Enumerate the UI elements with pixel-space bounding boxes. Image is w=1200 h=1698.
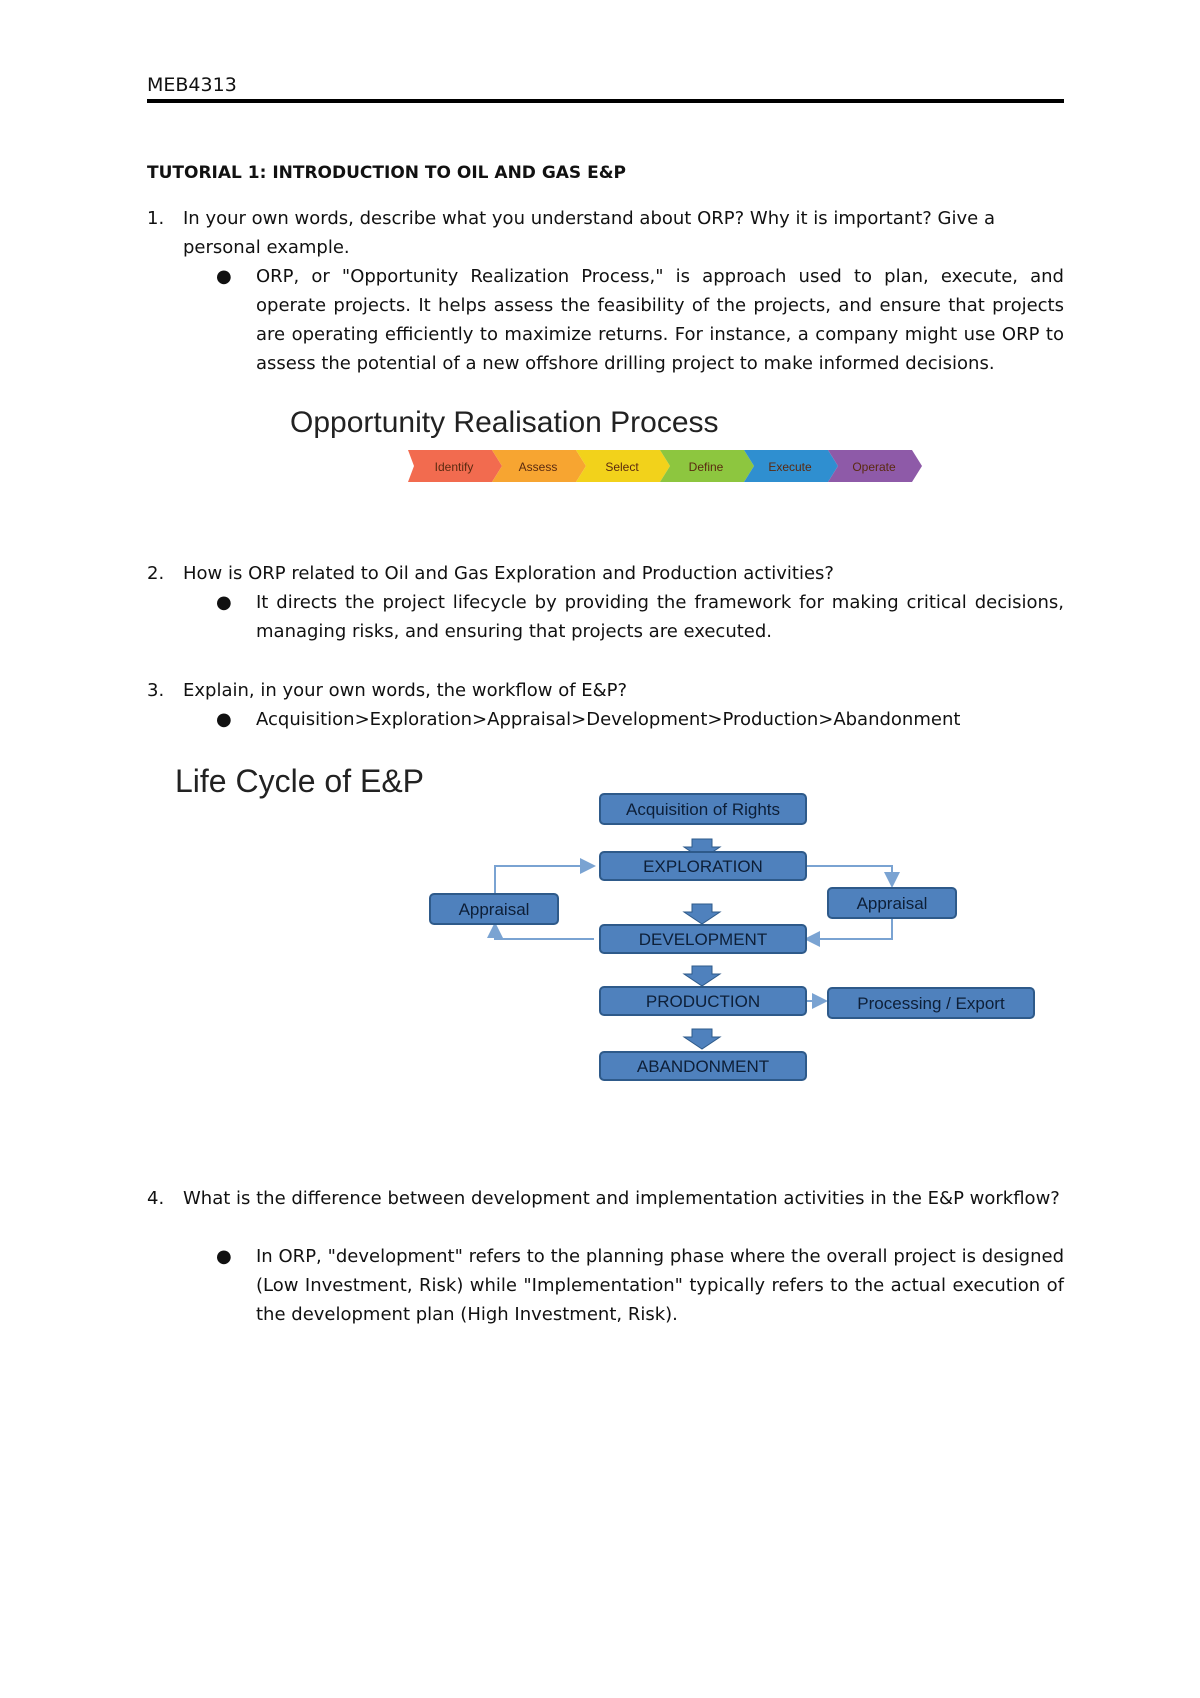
- question-2: [147, 559, 1064, 588]
- orp-stage-label: Assess: [518, 460, 558, 474]
- question-text: What is the difference between development and implementation activities in the E&P workflow?: [183, 1188, 1060, 1209]
- node-label: Appraisal: [856, 894, 928, 913]
- answer-text: Acquisition>Exploration>Appraisal>Development>Production>Abandonment: [256, 709, 961, 730]
- bullet-icon: ●: [216, 1246, 232, 1267]
- node-label: EXPLORATION: [643, 857, 763, 876]
- answer-text: It directs the project lifecycle by providing the framework for making critical decisions, managing risks, and ensuring that projects are executed.: [256, 592, 1064, 642]
- answer-4: [216, 1242, 1064, 1329]
- answer-2: [216, 588, 1064, 646]
- orp-process-figure: [288, 402, 928, 502]
- question-text: How is ORP related to Oil and Gas Exploration and Production activities?: [183, 563, 834, 584]
- orp-stage-label: Select: [605, 460, 639, 474]
- question-text: In your own words, describe what you understand about ORP? Why it is important? Give a personal example.: [183, 208, 995, 258]
- connector-exploration-in: [495, 866, 594, 894]
- orp-stage-arrows: [408, 450, 922, 482]
- connector-left-appraisal-in: [495, 924, 594, 939]
- answer-text: In ORP, "development" refers to the planning phase where the overall project is designed (Low Investment, Risk) while "Implementation" typically refers to the actual execution of the development plan (High Investment, Risk).: [256, 1246, 1064, 1325]
- down-arrow-icon: [684, 966, 720, 986]
- question-text: Explain, in your own words, the workflow of E&P?: [183, 680, 628, 701]
- node-appraisal-right: [828, 888, 956, 918]
- lifecycle-figure-title: Life Cycle of E&P: [175, 763, 424, 799]
- node-label: DEVELOPMENT: [638, 930, 768, 949]
- node-label: ABANDONMENT: [636, 1057, 770, 1076]
- node-processing-export: [828, 988, 1034, 1018]
- question-3: [147, 676, 1064, 705]
- connector-right-appraisal-in: [804, 866, 892, 886]
- question-number: 2.: [147, 563, 165, 584]
- node-production: [600, 987, 806, 1015]
- down-arrow-icon: [684, 1029, 720, 1049]
- bullet-icon: ●: [216, 709, 232, 730]
- orp-stage-label: Identify: [434, 460, 474, 474]
- answer-3: [216, 705, 1064, 734]
- node-label: Acquisition of Rights: [625, 800, 781, 819]
- orp-stage-label: Define: [688, 460, 724, 474]
- node-label: Processing / Export: [857, 994, 1005, 1013]
- node-label: Appraisal: [458, 900, 530, 919]
- node-abandonment: [600, 1052, 806, 1080]
- node-development: [600, 925, 806, 953]
- lifecycle-figure: [170, 754, 1070, 1124]
- bullet-icon: ●: [216, 592, 232, 613]
- answer-text: ORP, or "Opportunity Realization Process," is approach used to plan, execute, and operate projects. It helps assess the feasibility of the projects, and ensure that projects are operating efficiently to maximize returns. For instance, a company might use ORP to assess the potential of a new offshore drilling project to make informed decisions.: [256, 266, 1064, 374]
- node-exploration: [600, 852, 806, 880]
- connector-development-in: [806, 916, 892, 939]
- node-label: PRODUCTION: [645, 992, 761, 1011]
- question-1: [147, 204, 1064, 262]
- orp-figure-title: Opportunity Realisation Process: [290, 406, 719, 439]
- node-acquisition: [600, 794, 806, 824]
- tutorial-title: TUTORIAL 1: INTRODUCTION TO OIL AND GAS E&P: [147, 163, 626, 183]
- question-number: 3.: [147, 680, 165, 701]
- header-divider: [147, 99, 1064, 103]
- down-arrow-icon: [684, 904, 720, 924]
- orp-stage-label: Execute: [768, 460, 812, 474]
- node-appraisal-left: [430, 894, 558, 924]
- orp-stage-label: Operate: [852, 460, 896, 474]
- answer-1: [216, 262, 1064, 378]
- question-number: 4.: [147, 1188, 165, 1209]
- question-number: 1.: [147, 208, 165, 229]
- course-code: MEB4313: [147, 74, 237, 96]
- bullet-icon: ●: [216, 266, 232, 287]
- question-4: [147, 1184, 1064, 1213]
